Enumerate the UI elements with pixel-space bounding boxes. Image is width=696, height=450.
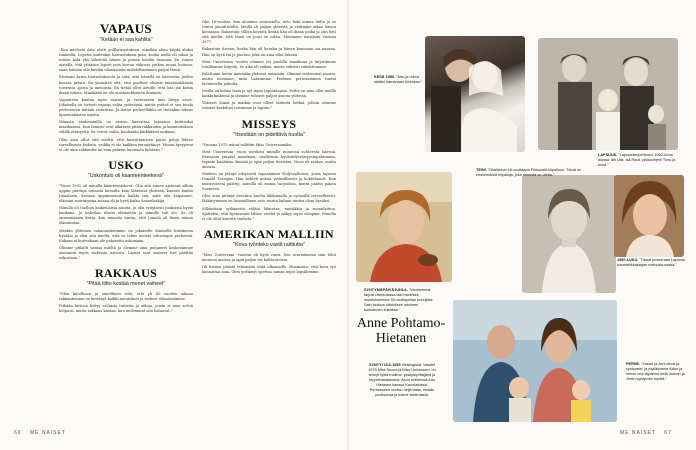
- caption-label: 1980-LUKU.: [617, 258, 639, 262]
- body-paragraph: Olin 16-vuotias, kun aloimme seurustella. Arto haki minua tieltä ja se tuntui jännittävältä. Meillä oli paljon yhteistä ja vietimme aikaa hänen kotonaan. Rakastuin silloin kovasti, koska hän oli ihana poika ja olin heti sitä mieltä, että tämä on juuri se oikea. Menimme naimisiin vuonna 1977.: [202, 20, 336, 45]
- body-paragraph: "Miss Universum -vuoteni oli hyvä vuosi. Sen seurauksena sain töitä monissa maissa ja opin paljon eri kulttuureista.: [202, 252, 336, 262]
- body-paragraph: "Vuonna 1975 minut valittiin Miss Universumiksi.: [202, 142, 293, 147]
- heading-misseys: MISSEYS: [241, 116, 297, 131]
- eighties-model-art: [614, 175, 684, 257]
- family-photo-art: [453, 300, 617, 422]
- caption-perhe: [626, 362, 688, 382]
- caption-1980-luku: [617, 258, 689, 268]
- body-paragraph: Minulla oli tuolloin kaikenlaisia asioita, ja olin erityisesti joukoista hyvin kaukana. Jo kahvilan tilasta eläimetön ja minulle tuli olo. Se oli ensimmäinen kerta, kun minusta tuntui, että Jumala oli läsnä minun elämässäni.: [59, 206, 193, 226]
- body-paragraph: Oli hienoa päästä tekemään töitä ulkomaille. Huomasin, että kova työ kannattaa aina. Olen yrittänyt opettaa saman myös lapsillemme.: [202, 265, 336, 275]
- caption-text: "Arto ja minut otettiin kamanaan Kirkossa.": [374, 75, 422, 84]
- body-paragraph: Olimme pitkälti samaa mieltä ja olemme aina puhuneet keskenämme avoimesti myös vaikeista asioista. Lapset ovat saaneet itse päättää uskostaan.": [59, 245, 193, 260]
- body-paragraph: "Kun mielestä Arto alotti golfharrastuksen, minäkin aloin käydä aluksi tunneilla. Lopetin kuitenkin harrastuksen pian, koska mellä oli aikaa ja toinen koki yhä lähentää hänen ja poissa heidän luonaan. En voinut ajatella, että jättäisin lapset pois kertaa viikossa jonkun muun hoitoon, vaan halusin olla heidän elämässään mahdollisimman paljon läsnä.: [59, 48, 193, 73]
- subheading-misseys: "Itsestään on pidettävä huolta": [233, 131, 305, 138]
- left-column-2: [202, 20, 336, 428]
- caption-label: SYNTYMÄPÄIVÄJUHLA.: [364, 288, 408, 292]
- subheading-amerikan-malliin: "Kova työnteko vastit raittiutta": [233, 241, 305, 248]
- body-paragraph: "Olen kiitollinen ja onnellinen siitä, että yli 40 vuoden aikana rakkautemme on kestänyt kaikki muutokset ja vaiheet elämässämme.: [59, 292, 193, 302]
- caption-label: KESÄ 1980.: [374, 75, 396, 79]
- caption-text: "Vanhemmat tarjosi ravintolassa taki mielessä muistoksemme 50-vuotisjuhlan puhujista. Sain lauluun sähköisen istuimen kolmannen kukassa.": [364, 288, 434, 312]
- birthday-portrait-photo: [356, 172, 452, 282]
- body-paragraph: Miss Universum -vuosi merkitsi minulle monessa suhteessa kasvua. Reissasin ympäri maailmaa, osallistuin hyväntekeväisyystapahtumiin, tapasin kuuluisia ihmisiä ja opin paljon itsestäni. Vuosi oli raskas, mutta antoisa.: [202, 149, 336, 169]
- subheading-vapaus: "Ketään ei saa kahlita": [99, 37, 153, 43]
- profile-bio-text: Helsingissä. Vaadet 1975 Miss Suomi ja Miss Universum, on tehnyt työtä mallina, yksityisyrittäjänä ja myyntivastaavana. Asuu miehensä Arto Hietasen kanssa Kauniaisissa. Perheeseen kuuluu neljä lasta, heidän puolisonsa ja kolme lastenlasta.: [368, 363, 436, 397]
- body-paragraph: Vapauteen kuuluu myös vastuu, ja vastuuseen taas liittyy arvot. Jokaisella on tietysti vapaus valita ystävänsä, mutta ystävä ei saa tuoda perheeseen mitään ristiriitaa. Ja Arton perheelläkin on tietenkin oikeus kyseenalaistaa asioita.: [59, 97, 193, 118]
- subheading-usko: "Uskontulo oli kaanteenteekevä": [88, 172, 164, 179]
- profile-bio-label: SYNTYI 15.6.1955: [368, 363, 401, 367]
- page-gutter: [347, 0, 349, 450]
- page-number: 67: [664, 430, 672, 436]
- body-paragraph: Erotaani Arton harrastuksesta ja siitä, että hänellä on kavereita, joiden kanssa pelata. En ymmärrä sitä, että puolisot olisivat mustasukkaisia toistensa ajasta ja menoista. En tietää ollut Artolle, että hän jää kotiin ilman minua. Minäkään en ole mustasukkainen ihminen.: [59, 75, 193, 95]
- childhood-photo: [538, 38, 678, 150]
- body-paragraph: Meidän yhteinen vakaumuksemme on jokaiselle ihmiselle kiitoksena hyväksi ja olen sitä mieltä, että se tekee meistä vahvempia perheenä. Kukaan ei kuitenkaan ole pakotettu uskomaan.: [59, 228, 193, 243]
- profile-bio: [366, 363, 438, 398]
- magazine-title: ME NAISET: [620, 430, 656, 436]
- eighties-model-photo: [614, 175, 684, 257]
- caption-synty: [364, 288, 434, 313]
- caption-label: PERHE.: [626, 362, 641, 366]
- body-paragraph: Sillointtain sydämestä välitin liikuntaa, musiikkia ja ruoanlaittoa. Ajattelen, että hyvinvointi lähtee sisältä ja näkyy myös ulospäin. Minulla ei ole ollut kiirettä vanheta.": [202, 206, 336, 221]
- teen-photo: [522, 175, 616, 293]
- heading-rakkaus: RAKKAUS: [94, 266, 158, 281]
- wedding-photo-art: [425, 36, 525, 152]
- caption-text: "Osallistuin 16-vuotiaana Pikkuneiti-kilpailuun. Tämä on ensimmäisiä kilpailuja, joka minusta on otettu.": [476, 168, 582, 177]
- body-paragraph: Miss Universum -vuotta olimme eri puolilla maailmaa ja kirjoitimme toisillemme kirjeitä. Se aika oli vaikea, mutta vahvisti suhdettamme.: [202, 59, 336, 69]
- body-paragraph: Meillä on kolme lasta ja nyt myös lapsenlapsia. Perhe on aina ollut meille kaikki kaikessa ja olemme tehneet paljon asioita yhdessä.: [202, 89, 336, 99]
- teen-photo-art: [522, 175, 616, 293]
- profile-name: Anne Pohtamo-Hietanen: [356, 316, 446, 346]
- subheading-rakkaus: "Pitää tiitto kestää monet vaiheet": [86, 281, 166, 288]
- body-paragraph: Olen aina ollut sitä mieltä, että kasvattamisen paras pohja lähtee turvallisesta kodista, vaikka ei ole kaikkea ymmärtänyt. Minun hyvyyteni ei ole aina rakkautta tai vain poliisin huomiota kohtaan.": [59, 137, 193, 152]
- birthday-portrait-art: [356, 172, 452, 282]
- heading-vapaus: VAPAUS: [100, 21, 152, 36]
- family-photo: [453, 300, 617, 422]
- caption-label: TEINI.: [476, 168, 487, 172]
- magazine-title: ME NAISET: [29, 430, 66, 436]
- body-paragraph: Olen aina pitänyt itsestäni huolta liikkumalla ja syömällä terveellisesti. Ikääntyminen on luonnollinen asia, mutta haluan tuntea oloni hyväksi.: [202, 194, 336, 204]
- footer-right: [620, 430, 672, 436]
- body-paragraph: "Vuosi 1992 oli minulle käänteentekevä. Olin sitä ennen ajatunut silloin uppiin parituja erilaista kuvailta kuin lähteissä yhdessä, kunnes kuulin Jumalasta. Kuvaan uppiminetuitta kaikki sen, mitä olin kaipannut, elämäni suurimpana asiana oli ja hyvä kaiku Sananlaskija.: [59, 183, 193, 204]
- body-paragraph: Palattuani kotiin mennään yhdessä naimisiin. Olimme molemmat nuoria, mutta tiesimme, mitä halusimme. Perheen perustaminen tuntui luontevalta jatkolta.: [202, 71, 336, 87]
- caption-label: LAPSUUS.: [598, 153, 618, 157]
- caption-text: "Jessie ja Jeni olivat ja syntyneet, ja mylläsimme Arton ja minun omi täydensi vielä Jasmin ja Jeren syntymän myötä.": [626, 362, 685, 381]
- caption-lapsuus: [598, 153, 686, 168]
- body-paragraph: Mieleen on jäänyt erityisesti tapaaminen Yhdysvalloissa, jossa tapasin Donald Trumpin. Hän kohteli minua ystävällisesti ja kohteliaasti. Kun missivuoteni päättyi, minulla oli monia tarjouksia, mutta päätin palata Suomeen.: [202, 171, 336, 192]
- wedding-photo: [425, 36, 525, 152]
- left-column-1: [59, 20, 193, 428]
- footer-left: [14, 430, 66, 436]
- body-paragraph: Pitkään liittoon liittyy erilaisia tunteita ja aikoja, joista ei aina selviä helposti, mutta rakkaus kantaa, kun molemmat sitä haluavat.": [59, 304, 193, 314]
- body-paragraph: Minusta vanhemmilla on vastuu kasvattaa lapsensa kriittisiksi maailmassa. Kun ihmiset ovat alkaneet pitää rakkauden ja kunnioituksen välillä etäisyyttä, he voivat valita, kauhaako kärkkäästi mukaan.: [59, 120, 193, 135]
- body-paragraph: Yhteiset lomat ja matkat ovat olleet tärkeitä hetkiä, jolloin olemme voineet keskittyä toisiimme ja lapsiin.": [202, 101, 336, 111]
- caption-text: "Lapsuudenperheeni 1960-luvun alussa, äiti Ulla, isä Rauli, pikkuveljeni Timo ja minä.": [598, 153, 676, 167]
- heading-amerikan-malliin: AMERIKAN MALLIIN: [204, 226, 334, 241]
- page-number: 66: [14, 430, 22, 436]
- heading-usko: USKO: [108, 157, 144, 172]
- childhood-photo-art: [538, 38, 678, 150]
- caption-kesa: [374, 75, 422, 85]
- caption-teini: [476, 168, 582, 178]
- body-paragraph: Rakastuin Artoon, koska hän oli hauska ja hänen kanssaan sai nauraa. Hän on hyvä isä ja puoliso, joka on aina ollut tukena.: [202, 47, 336, 57]
- caption-text: "Tässä poseeraan Laponia-kosmetiikkasarjan mainoskuvassa.": [617, 258, 686, 267]
